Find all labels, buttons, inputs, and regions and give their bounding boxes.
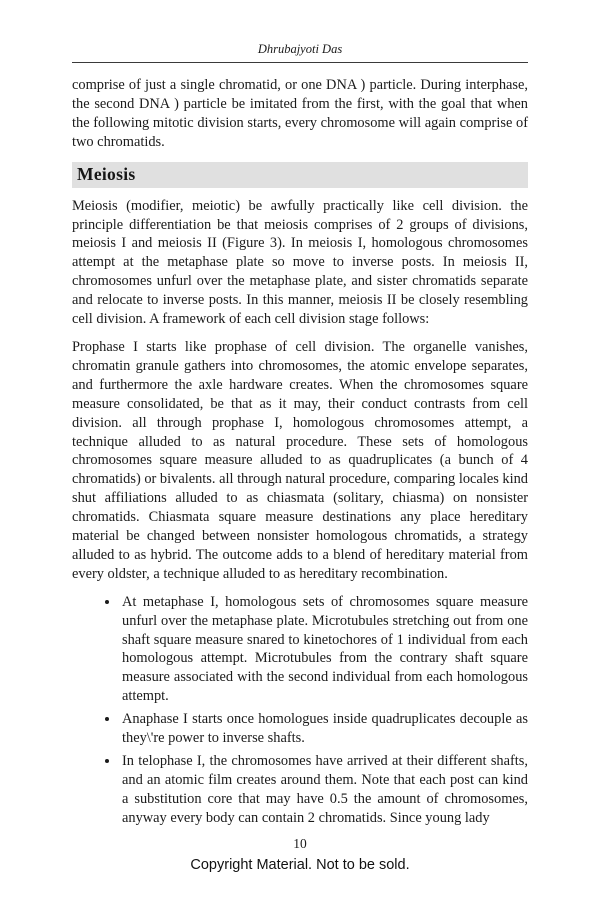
page-number: 10 <box>293 836 307 851</box>
running-header-author: Dhrubajyoti Das <box>72 42 528 63</box>
section-heading-meiosis: Meiosis <box>72 162 528 188</box>
copyright-notice: Copyright Material. Not to be sold. <box>190 857 410 873</box>
bullet-item-metaphase: • At metaphase I, homologous sets of chromosomes square measure unfurl over the metaphase plate. Microtubules stretching out from one shaft square measure snared to kinetochores of 1 individual from each homologous attempt. Microtubules from the contrary shaft square measure associated with the second individual from each homologous attempt. <box>120 593 528 706</box>
section-paragraph: Prophase I starts like prophase of cell division. The organelle vanishes, chromatin granule gathers into chromosomes, the atomic envelope separates, and furthermore the axle hardware creates. When the chromosomes square measure consolidated, be that as it may, their conduct contrasts from cell division. all through prophase I, homologous chromosomes attempt, a technique alluded to as natural procedure. These sets of homologous chromosomes square measure alluded to as quadruplicates (a bunch of 4 chromatids) or bivalents. all through natural procedure, comparing locales kind shut affiliations alluded to as chiasmata (solitary, chiasma) on nonsister chromatids. Chiasmata square measure destinations any place hereditary material be changed between nonsister homologous chromatids, a strategy alluded to as hybrid. The outcome adds to a blend of hereditary material from every oldster, a technique alluded to as hereditary recombination. <box>72 338 528 582</box>
section-paragraph: Meiosis (modifier, meiotic) be awfully practically like cell division. the principle differentiation be that meiosis comprises of 2 groups of divisions, meiosis I and meiosis II (Figure 3). In meiosis I, homologous chromosomes attempt at the metaphase plate so move to inverse posts. In meiosis II, chromosomes unfurl over the metaphase plate, and sister chromatids separate and relocate to inverse posts. In this manner, meiosis II be closely resembling cell division. A framework of each cell division stage follows: <box>72 197 528 328</box>
page-footer <box>72 836 528 874</box>
bullet-item-telophase: • In telophase I, the chromosomes have arrived at their different shafts, and an atomic film creates around them. Note that each post can kind a substitution core that may have 0.5 the amount of chromosomes, anyway every body can contain 2 chromatids. Since young lady <box>120 752 528 828</box>
intro-paragraph: comprise of just a single chromatid, or one DNA ) particle. During interphase, the second DNA ) particle be imitated from the first, with the goal that when the following mitotic division starts, every chromosome will again comprise of two chromatids. <box>72 77 528 150</box>
page-body <box>72 63 528 832</box>
bullet-item-anaphase: • Anaphase I starts once homologues inside quadruplicates decouple as they\'re power to inverse shafts. <box>120 710 528 748</box>
stage-bullet-list <box>72 593 528 828</box>
